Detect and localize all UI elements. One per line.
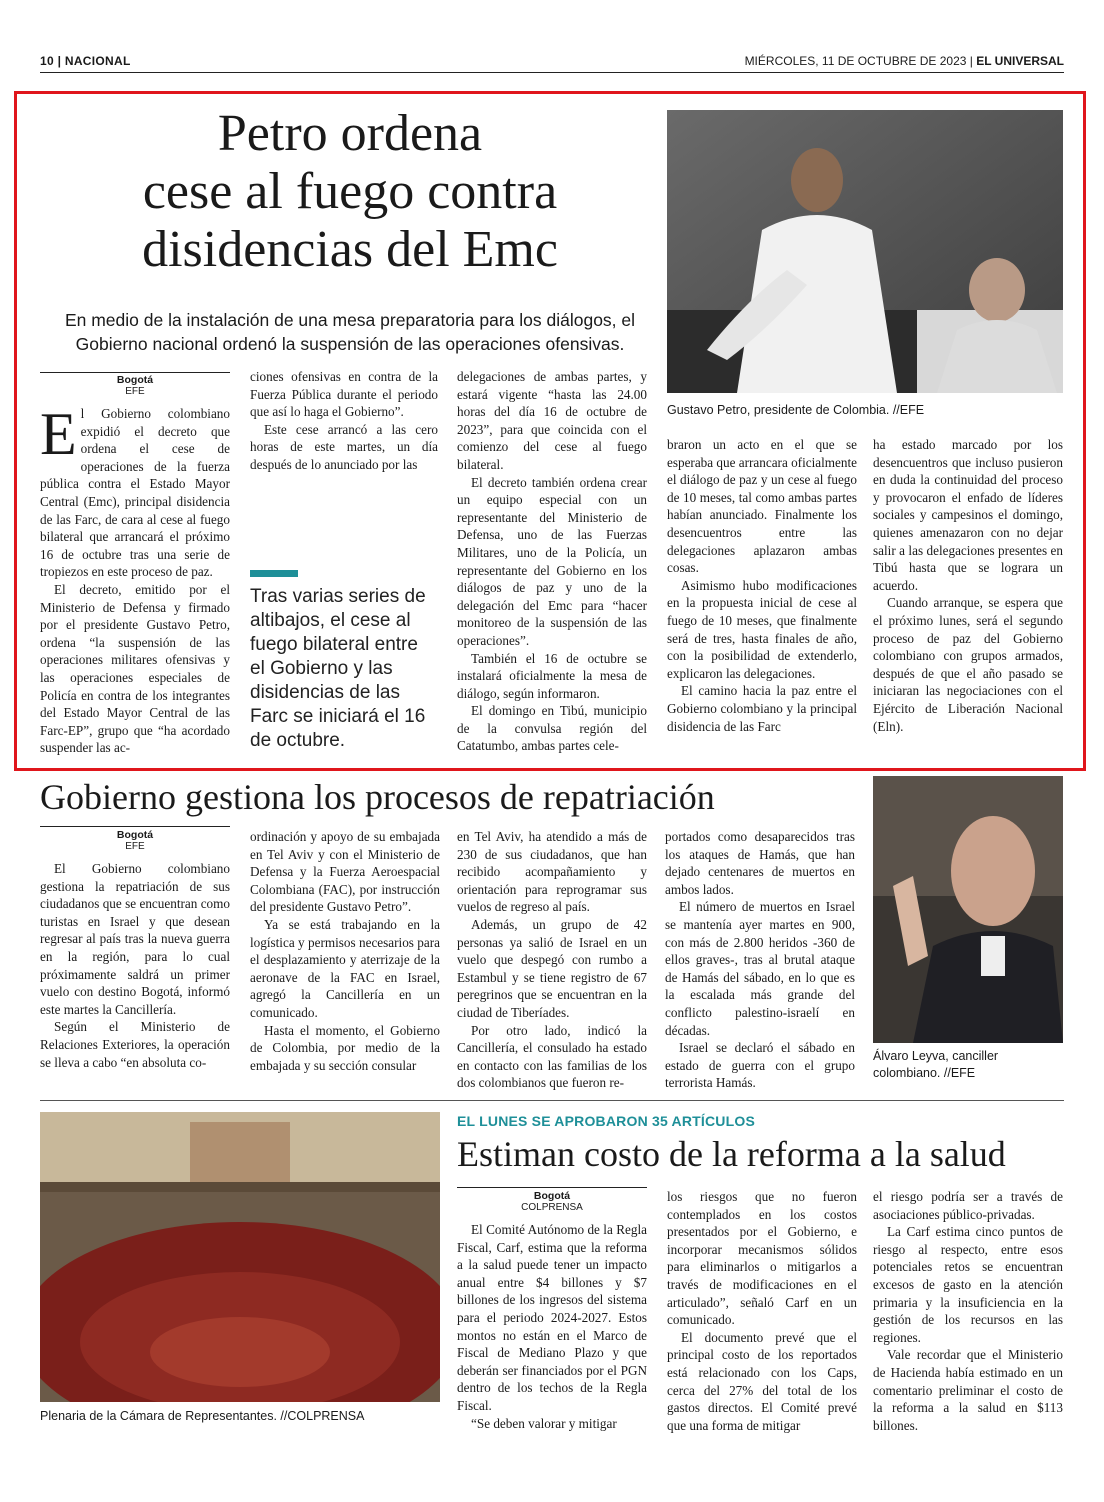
camara-photo-image [40, 1112, 440, 1402]
story1-col3 [457, 368, 647, 755]
headline-line-3: disidencias del Emc [142, 221, 558, 278]
paragraph: Según el Ministerio de Relaciones Exteriores, la operación se lleva a cabo “en absoluta co- [40, 1019, 230, 1070]
pullquote: Tras varias series de altibajos, el cese al fuego bilateral entre el Gobierno y las disidencias de las Farc se iniciará el 16 de octubre. [250, 586, 426, 751]
issue-date [745, 54, 1064, 68]
story2-col3 [457, 828, 647, 1092]
drop-cap: E [40, 401, 77, 467]
page-header [40, 52, 1064, 73]
paragraph: braron un acto en el que se esperaba que arrancara oficialmente el diálogo de paz y un cese al fuego de 10 meses, tal como ambas partes habían anunciado. Finalmente los desencuentros entre las delegaciones aplazaron ambas cosas. [667, 437, 857, 576]
paper-name: EL UNIVERSAL [976, 54, 1064, 68]
camara-photo [40, 1112, 440, 1402]
leyva-photo [873, 776, 1063, 1043]
story3-headline[interactable]: Estiman costo de la reforma a la salud [457, 1134, 1006, 1174]
dateline-place: Bogotá [116, 374, 154, 386]
paragraph: El Gobierno colombiano expidió el decreto que ordena el cese de operaciones de la fuerza pública contra el Estado Mayor Central (Emc), principal disidencia de las Farc, de cara al cese al fuego bilateral que arrancará el próximo 16 de octubre tras una serie de tropiezos en este proceso de paz. [40, 401, 230, 580]
paragraph: El documento prevé que el principal costo de los reportados está relacionado con los Caps, cerca del 27% del total de los gastos directos. El Comité prevé que una forma de mitigar [667, 1329, 857, 1433]
petro-photo-caption: Gustavo Petro, presidente de Colombia. //EFE [667, 403, 925, 417]
story3-col1 [457, 1187, 647, 1432]
paragraph: Hasta el momento, el Gobierno de Colombia, por medio de la embajada y su sección consular [250, 1022, 440, 1073]
paragraph: La Carf estima cinco puntos de riesgo al respecto, entre esos potenciales retos se encuentran excesos de gasto en la atención primaria y la insuficiencia en la gestión de los recursos en las regiones. [873, 1224, 1063, 1345]
story2-col2 [250, 828, 440, 1074]
headline-line-1: Petro ordena [217, 105, 483, 162]
paragraph: portados como desaparecidos tras los ataques de Hamás, que han dejado centenares de muertos en ambos lados. [665, 829, 855, 897]
paragraph: El Gobierno colombiano gestiona la repatriación de sus ciudadanos que se encuentran como turistas en Israel y que desean regresar al país tras la nueva guerra en la región, para lo cual próximamente saldrá un primer vuelo con destino Bogotá, informó este martes la Cancillería. [40, 861, 230, 1017]
paragraph: El decreto, emitido por el Ministerio de Defensa y firmado por el presidente Gustavo Petro, ordena “la suspensión de las operaciones militares ofensivas y las operaciones especiales de Policía en contra de los integrantes del Estado Mayor Central de las Farc-EP”, grupo que “ha acordado suspender las ac- [40, 581, 230, 756]
dateline-agency: COLPRENSA [521, 1202, 583, 1213]
paragraph: Asimismo hubo modificaciones en la propuesta inicial de cese al fuego de 10 meses, que finalmente será de tres, hasta finales de año, con la posibilidad de extenderlo, explicaron las delegaciones. [667, 577, 857, 681]
pullquote-accent [250, 570, 298, 577]
paragraph: ciones ofensivas en contra de la Fuerza Pública durante el periodo que así lo haga el Gobierno”. [250, 369, 438, 420]
camara-photo-caption: Plenaria de la Cámara de Representantes. //COLPRENSA [40, 1409, 365, 1423]
petro-photo [667, 110, 1063, 393]
story3-col3 [873, 1188, 1063, 1434]
paragraph: el riesgo podría ser a través de asociaciones público-privadas. [873, 1189, 1063, 1222]
paragraph: Además, un grupo de 42 personas ya salió de Israel en un vuelo que despegó con rumbo a Estambul y se tiene registro de 67 peregrinos que se encuentran en la ciudad de Tiberíades. [457, 916, 647, 1020]
leyva-photo-caption: Álvaro Leyva, canciller colombiano. //EFE [873, 1049, 999, 1080]
paragraph: Ya se está trabajando en la logística y permisos necesarios para el desplazamiento y aterrizaje de la aeronave de la FAC en Israel, agregó la Cancillería en un comunicado. [250, 916, 440, 1020]
story3-kicker: EL LUNES SE APROBARON 35 ARTÍCULOS [457, 1113, 755, 1129]
paragraph: Cuando arranque, se espera que el próximo lunes, será el segundo proceso de paz del Gobierno colombiano con grupos armados, después de que el año pasado se iniciaran las negociaciones con el Ejército de Liberación Nacional (Eln). [873, 595, 1063, 734]
story3-dateline [457, 1187, 647, 1213]
leyva-photo-image [873, 776, 1063, 1043]
story1-col5 [873, 436, 1063, 735]
paragraph: Por otro lado, indicó la Cancillería, el consulado ha estado en contacto con las familias de los dos colombianos que fueron re- [457, 1022, 647, 1091]
date-text: MIÉRCOLES, 11 DE OCTUBRE DE 2023 | [744, 54, 977, 68]
story1-dateline [40, 372, 230, 397]
story3-col2 [667, 1188, 857, 1434]
story2-headline[interactable]: Gobierno gestiona los procesos de repatriación [40, 777, 715, 817]
paragraph: en Tel Aviv, ha atendido a más de 230 de sus ciudadanos, que han recibido acompañamiento y orientación para reprogramar sus vuelos de regreso al país. [457, 829, 647, 915]
story1-headline[interactable] [60, 105, 640, 279]
paragraph: El decreto también ordena crear un equipo especial con un representante del Ministerio de Defensa, uno de las Fuerzas Militares, uno de la Policía, un representante del Gobierno en los diálogos de paz y uno de la delegación del Emc para “hacer monitoreo de la suspensión de las operaciones”. [457, 474, 647, 648]
story1-col2 [250, 368, 438, 474]
petro-photo-image [667, 110, 1063, 393]
paragraph: los riesgos que no fueron contemplados en los costos presentados por el Gobierno, e incorporar mecanismos sólidos para eliminarlos o mitigarlos a través de modificaciones en el articulado”, señaló Carf en un comunicado. [667, 1189, 857, 1328]
section-divider [40, 1100, 1064, 1101]
story2-col1 [40, 826, 230, 1071]
paragraph: delegaciones de ambas partes, y estará vigente “hasta las 24.00 horas del día 16 de octubre de 2023”, para que coincida con el comienzo del cese al fuego bilateral. [457, 369, 647, 472]
paragraph: El Comité Autónomo de la Regla Fiscal, Carf, estima que la reforma a la salud puede tener un impacto anual entre $4 billones y $7 billones de los ingresos del sistema para el periodo 2024-2027. Estos montos no están en el Marco de Fiscal de Mediano Plazo y que deberán ser financiados por el PGN dentro de los techos de la Regla Fiscal. [457, 1222, 647, 1413]
story1-col4 [667, 436, 857, 735]
dateline-place: Bogotá [116, 829, 154, 841]
paragraph: ha estado marcado por los desencuentros que incluso pusieron en duda la continuidad del proceso y provocaron el enfado de líderes sociales y campesinos el domingo, quienes amenazaron con no dejar salir a las delegaciones presentes en Tibú hasta que se lograra un acuerdo. [873, 437, 1063, 593]
paragraph: “Se deben valorar y mitigar [471, 1415, 617, 1431]
paragraph: Israel se declaró el sábado en estado de guerra con el grupo terrorista Hamás. [665, 1040, 855, 1091]
paragraph: El camino hacia la paz entre el Gobierno colombiano y la principal disidencia de las Farc [667, 683, 857, 734]
paragraph: ordinación y apoyo de su embajada en Tel Aviv y con el Ministerio de Defensa y la Fuerza Aeroespacial Colombiana (FAC), por instrucción del presidente Gustavo Petro”. [250, 829, 440, 915]
paragraph: Vale recordar que el Ministerio de Hacienda había estimado en un comentario preliminar el costo de la reforma a la salud en $113 billones. [873, 1347, 1063, 1433]
dateline-place: Bogotá [533, 1190, 571, 1202]
story2-col4 [665, 828, 855, 1092]
paragraph: También el 16 de octubre se instalará oficialmente la mesa de diálogo, según informaron. [457, 650, 647, 701]
headline-line-2: cese al fuego contra [142, 163, 558, 220]
dateline-agency: EFE [125, 841, 145, 852]
paragraph: Este cese arrancó a las cero horas de este martes, un día después de lo anunciado por las [250, 421, 438, 472]
page-section: 10 | NACIONAL [40, 54, 131, 68]
story2-dateline [40, 826, 230, 852]
story1-col1 [40, 372, 230, 757]
paragraph: El número de muertos en Israel se mantenía ayer martes en 900, con más de 2.800 heridos -360 de ellos graves-, tras al brutal ataque de Hamás del sábado, en lo que es la escalada más grande del conflicto palestino-israelí en décadas. [665, 899, 855, 1038]
dateline-agency: EFE [125, 386, 145, 397]
paragraph: El domingo en Tibú, municipio de la convulsa región del Catatumbo, ambas partes cele- [457, 703, 647, 754]
story1-deck: En medio de la instalación de una mesa preparatoria para los diálogos, el Gobierno nacional ordenó la suspensión de las operaciones ofensivas. [64, 310, 636, 354]
